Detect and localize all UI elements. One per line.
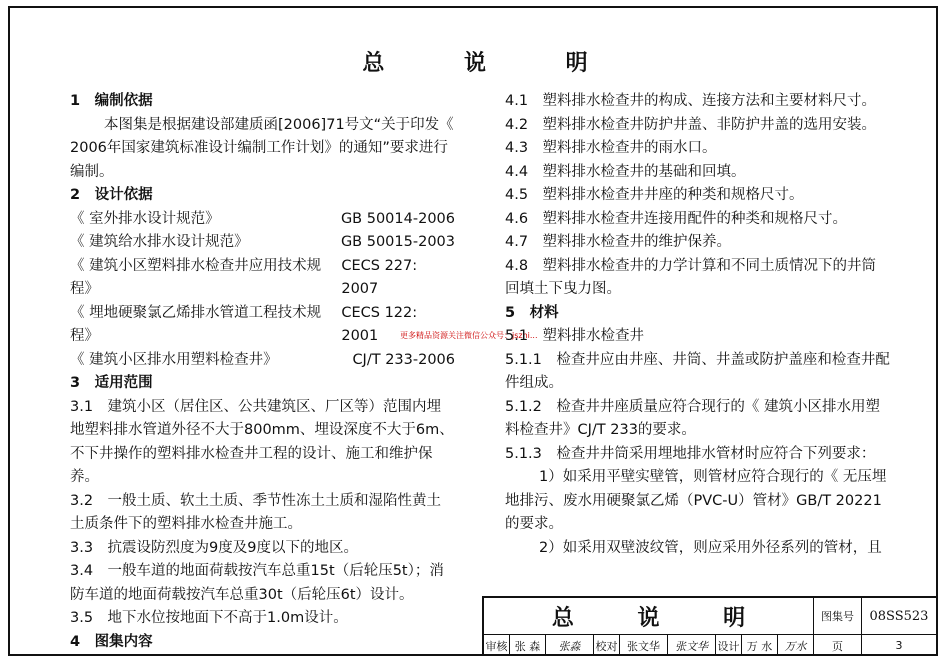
design-name: 万 水 (742, 635, 778, 656)
section-4-heading: 4 图集内容 (70, 633, 153, 650)
page-number: 3 (895, 639, 903, 652)
signature-row (484, 635, 936, 656)
reference-code: CJ/T 233-2006 (352, 351, 455, 368)
reference-name: 《 建筑小区塑料排水检查井应用技术规程》 (70, 257, 322, 297)
clause-4-item: 4.2 塑料排水检查井防护井盖、非防护井盖的选用安装。 (505, 116, 877, 133)
clause-3-2: 3.2 一般土质、软土土质、季节性冻土土质和湿陷性黄土土质条件下的塑料排水检查井施工。 (70, 492, 442, 532)
set-number: 08SS523 (862, 598, 936, 635)
clause-4-item: 4.4 塑料排水检查井的基础和回填。 (505, 163, 746, 180)
reference-name: 《 建筑小区排水用塑料检查井》 (70, 351, 278, 368)
clause-3-5: 3.5 地下水位按地面下不高于1.0m设计。 (70, 610, 348, 626)
reference-row (70, 349, 455, 373)
clause-4-item: 4.3 塑料排水检查井的雨水口。 (505, 140, 717, 156)
review-signature: 张淼 (546, 635, 594, 656)
clause-3-3: 3.3 抗震设防烈度为9度及9度以下的地区。 (70, 539, 359, 556)
reference-row (70, 302, 455, 349)
clause-3-4: 3.4 一般车道的地面荷载按汽车总重15t（后轮压5t）；消防车道的地面荷载按汽车总重30t（后轮压6t）设计。 (70, 563, 444, 603)
reference-row (70, 255, 455, 302)
page-label: 页 (814, 635, 862, 656)
reference-code: CECS 122: 2001 (341, 304, 418, 344)
check-label: 校对 (594, 635, 620, 656)
right-column (505, 90, 890, 560)
clause-4-item: 4.5 塑料排水检查井井座的种类和规格尺寸。 (505, 187, 804, 203)
clause-4-item: 4.6 塑料排水检查井连接用配件的种类和规格尺寸。 (505, 210, 848, 227)
left-column (70, 90, 455, 654)
reference-name: 《 室外排水设计规范》 (70, 210, 220, 227)
design-label: 设计 (716, 635, 742, 656)
clause-4-item: 4.1 塑料排水检查井的构成、连接方法和主要材料尺寸。 (505, 93, 877, 109)
check-signature: 张文华 (668, 635, 716, 656)
reference-name: 《 埋地硬聚氯乙烯排水管道工程技术规程》 (70, 304, 322, 344)
clause-4-item: 4.7 塑料排水检查井的维护保养。 (505, 234, 732, 250)
reference-name: 《 建筑给水排水设计规范》 (70, 234, 249, 250)
clause-3-1: 3.1 建筑小区（居住区、公共建筑区、厂区等）范围内埋地塑料排水管道外径不大于800mm、埋设深度不大于6m、不下井操作的塑料排水检查井工程的设计、施工和维护保养。 (70, 398, 454, 485)
section-2-heading: 2 设计依据 (70, 187, 153, 203)
clause-5-1-1: 5.1.1 检查井应由井座、井筒、井盖或防护盖座和检查井配件组成。 (505, 351, 890, 391)
reference-row (70, 208, 455, 232)
reference-code: GB 50014-2006 (340, 210, 455, 227)
reference-code: GB 50015-2003 (340, 234, 455, 250)
review-label: 审核 (484, 635, 510, 656)
page-title: 总 说 明 (362, 51, 624, 76)
clause-5-1-2: 5.1.2 检查井井座质量应符合现行的《 建筑小区排水用塑料检查井》CJ/T 233的要求。 (505, 398, 881, 438)
watermark-text: 更多精品资源关注微信公众号：jszhi... (400, 331, 538, 340)
section-3-heading: 3 适用范围 (70, 375, 153, 391)
reference-row (70, 231, 455, 255)
title-block (482, 596, 936, 656)
title-block-title: 总 说 明 (484, 598, 814, 635)
reference-code: CECS 227: 2007 (341, 257, 418, 297)
clause-5-1-3-item-1: 1）如采用平壁实壁管，则管材应符合现行的《 无压埋地排污、废水用硬聚氯乙烯（PVC-U）管材》GB/T 20221的要求。 (505, 469, 887, 532)
clause-4-item: 4.8 塑料排水检查井的力学计算和不同土质情况下的井筒回填土下曳力图。 (505, 257, 877, 297)
clause-5-1-heading: 5.1 塑料排水检查井 (505, 328, 645, 344)
section-1-heading: 1 编制依据 (70, 93, 153, 109)
review-name: 张 森 (510, 635, 546, 656)
clause-5-1-3: 5.1.3 检查井井筒采用埋地排水管材时应符合下列要求： (505, 445, 876, 462)
section-5-heading: 5 材料 (505, 304, 559, 321)
section-1-paragraph: 本图集是根据建设部建质函[2006]71号文“关于印发《 2006年国家建筑标准设计编制工作计划》的通知”要求进行编制。 (70, 116, 454, 180)
clause-5-1-3-item-2: 2）如采用双壁波纹管，则应采用外径系列的管材，且 (539, 539, 882, 556)
check-name: 张文华 (620, 635, 668, 656)
set-number-label: 图集号 (814, 598, 862, 635)
design-signature: 万水 (778, 635, 814, 656)
